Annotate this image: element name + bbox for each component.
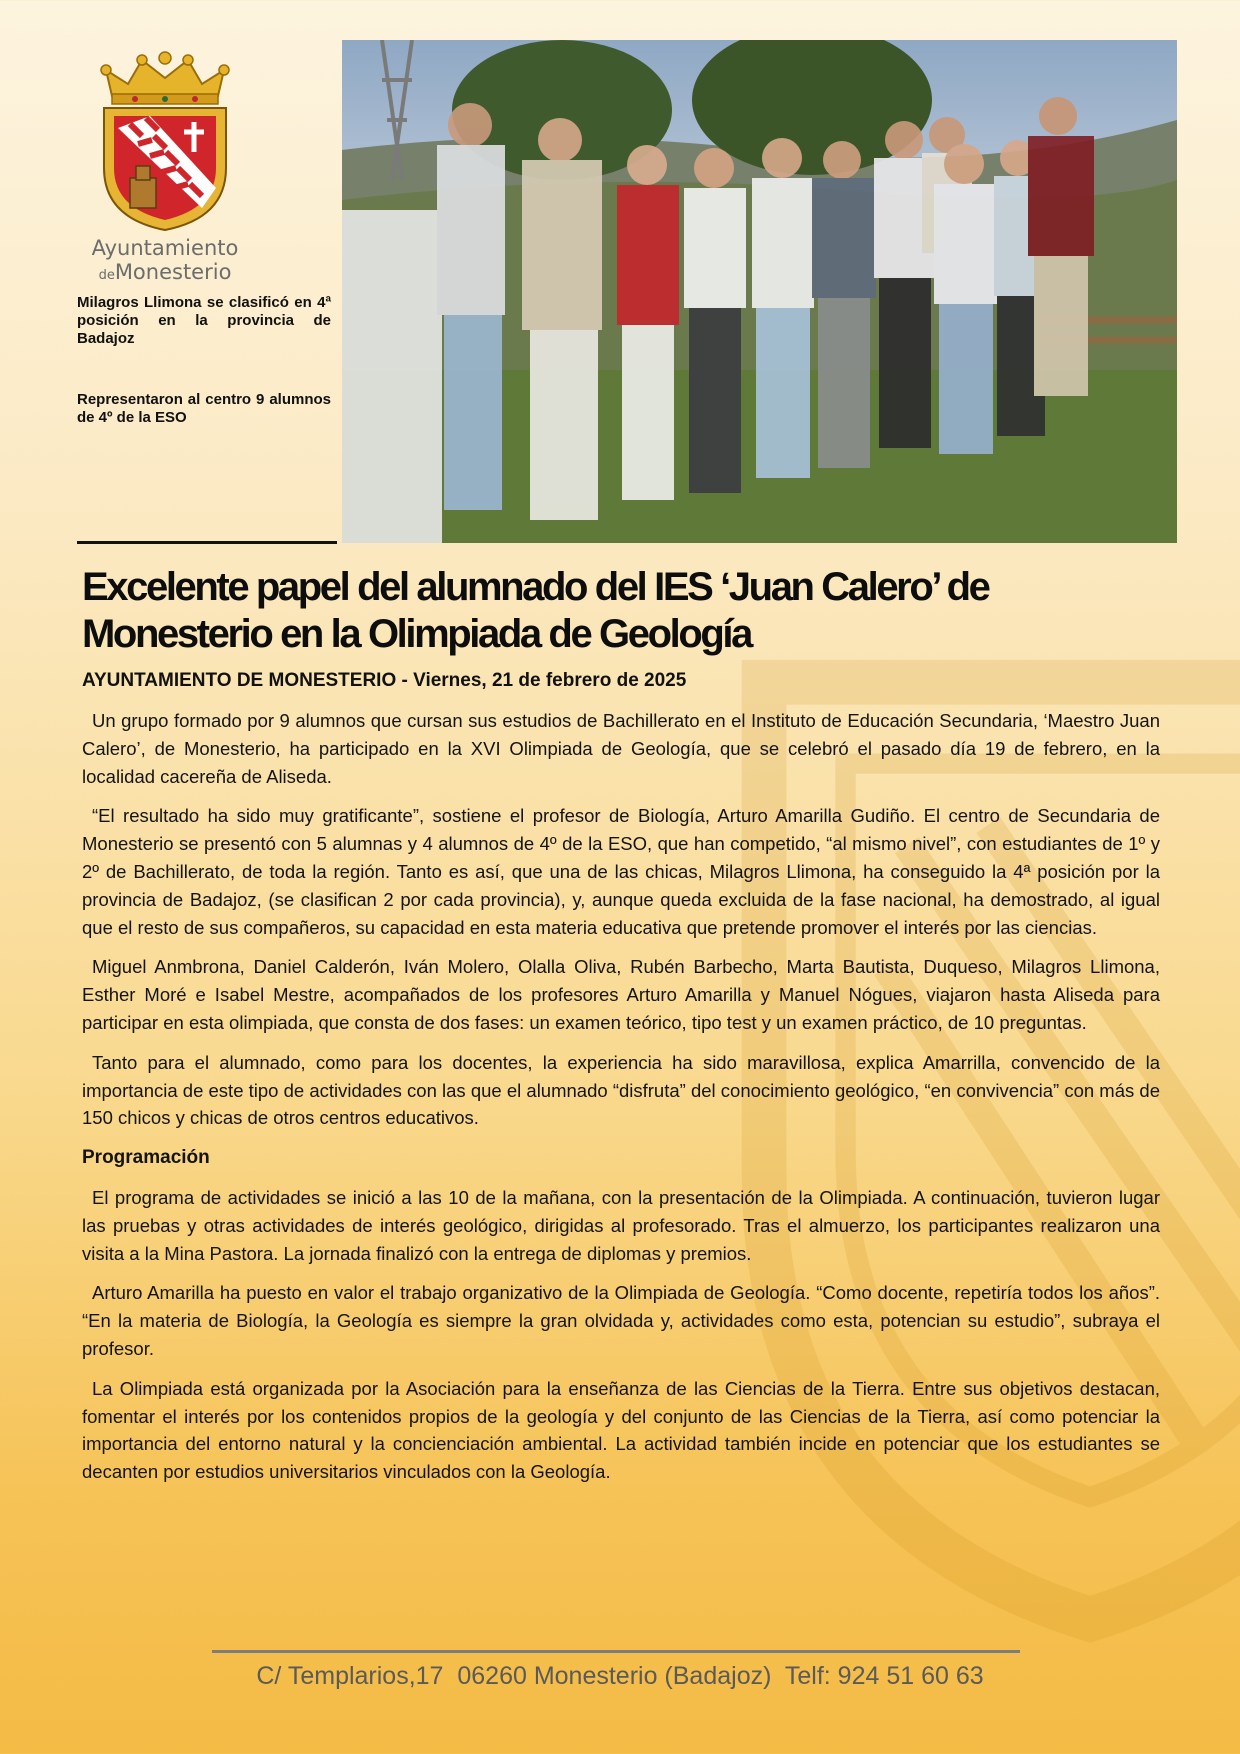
article-paragraph: Miguel Anmbrona, Daniel Calderón, Iván Molero, Olalla Oliva, Rubén Barbecho, Marta Bautista, Duqueso, Milagros Llimona, Esther Moré e Isabel Mestre, acompañados de los profesores Arturo Amarilla y Manuel Nógues, viajaron hasta Aliseda para participar en esta olimpiada, que consta de dos fases: un examen teórico, tipo test y un examen práctico, de 10 preguntas. bbox=[82, 956, 1160, 1033]
article-paragraph: Tanto para el alumnado, como para los docentes, la experiencia ha sido maravillosa, explica Amarrilla, convencido de la importancia de este tipo de actividades con las que el alumnado “disfruta” del conocimiento geológico, “en convivencia” con más de 150 chicos y chicas de otros centros educativos. bbox=[82, 1051, 1160, 1129]
article-paragraph: El programa de actividades se inició a las 10 de la mañana, con la presentación de la Olimpiada. A continuación, tuvieron lugar las pruebas y otras actividades de interés geológico, dirigidas al profesorado. Tras el almuerzo, los participantes realizaron una visita a la Mina Pastora. La jornada finalizó con la entrega de diplomas y premios. bbox=[82, 1186, 1160, 1264]
logo-line-1: Ayuntamiento bbox=[91, 236, 239, 260]
ayuntamiento-logo bbox=[90, 48, 240, 283]
footer-divider bbox=[212, 1650, 1020, 1653]
group-photo bbox=[342, 40, 1177, 543]
article-paragraph: La Olimpiada está organizada por la Asociación para la enseñanza de las Ciencias de la Tierra. Entre sus objetivos destacan, fomentar el interés por los contenidos propios de la geología y del conjunto de las Ciencias de la Tierra, así como potenciar la importancia del entorno natural y la concienciación ambiental. La actividad también incide en potenciar que los estudiantes se decanten por estudios universitarios vinculados con la Geología. bbox=[82, 1377, 1160, 1483]
article-paragraph: “El resultado ha sido muy gratificante”, sostiene el profesor de Biología, Arturo Amarilla Gudiño. El centro de Secundaria de Monesterio se presentó con 5 alumnas y 4 alumnos de 4º de la ESO, que han competido, “al mismo nivel”, con estudiantes de 1º y 2º de Bachillerato, de toda la región. Tanto es así, que una de las chicas, Milagros Llimona, ha conseguido la 4ª posición por la provincia de Badajoz, (se clasifican 2 por cada provincia), y, aunque queda excluida de la fase nacional, ha demostrado, al igual que el resto de sus compañeros, su capacidad en esta materia educativa que pretende promover el interés por las ciencias. bbox=[82, 805, 1160, 938]
logo-line-2-prefix: de bbox=[98, 268, 115, 283]
article-byline: AYUNTAMIENTO DE MONESTERIO - Viernes, 21 de febrero de 2025 bbox=[82, 670, 687, 691]
logo-line-2-name: Monesterio bbox=[114, 260, 232, 284]
coat-of-arms-icon bbox=[90, 48, 240, 233]
sidebar-highlight-2: Representaron al centro 9 alumnos de 4º de la ESO bbox=[77, 391, 331, 426]
logo-caption bbox=[90, 236, 240, 288]
article-paragraph: Arturo Amarilla ha puesto en valor el trabajo organizativo de la Olimpiada de Geología. “Como docente, repetiría todos los años”. “En la materia de Biología, la Geología es siempre la gran olvidada y, actividades como esta, potencian su estudio”, subraya el profesor. bbox=[82, 1282, 1160, 1359]
footer-address: C/ Templarios,17 06260 Monesterio (Badajoz) Telf: 924 51 60 63 bbox=[256, 1662, 984, 1690]
article-body bbox=[82, 707, 1160, 1498]
article-subheading: Programación bbox=[82, 1147, 210, 1169]
sidebar-divider bbox=[77, 541, 337, 544]
students-group-photo-illustration bbox=[342, 40, 1177, 543]
article-headline: Excelente papel del alumnado del IES ‘Juan Calero’ de Monesterio en la Olimpiada de Geología bbox=[82, 565, 989, 656]
article-paragraph: Un grupo formado por 9 alumnos que cursan sus estudios de Bachillerato en el Instituto de Educación Secundaria, ‘Maestro Juan Calero’, de Monesterio, ha participado en la XVI Olimpiada de Geología, que se celebró el pasado día 19 de febrero, en la localidad cacereña de Aliseda. bbox=[82, 710, 1160, 787]
sidebar-highlight-1: Milagros Llimona se clasificó en 4ª posición en la provincia de Badajoz bbox=[77, 294, 331, 347]
logo-line-2 bbox=[90, 260, 240, 288]
